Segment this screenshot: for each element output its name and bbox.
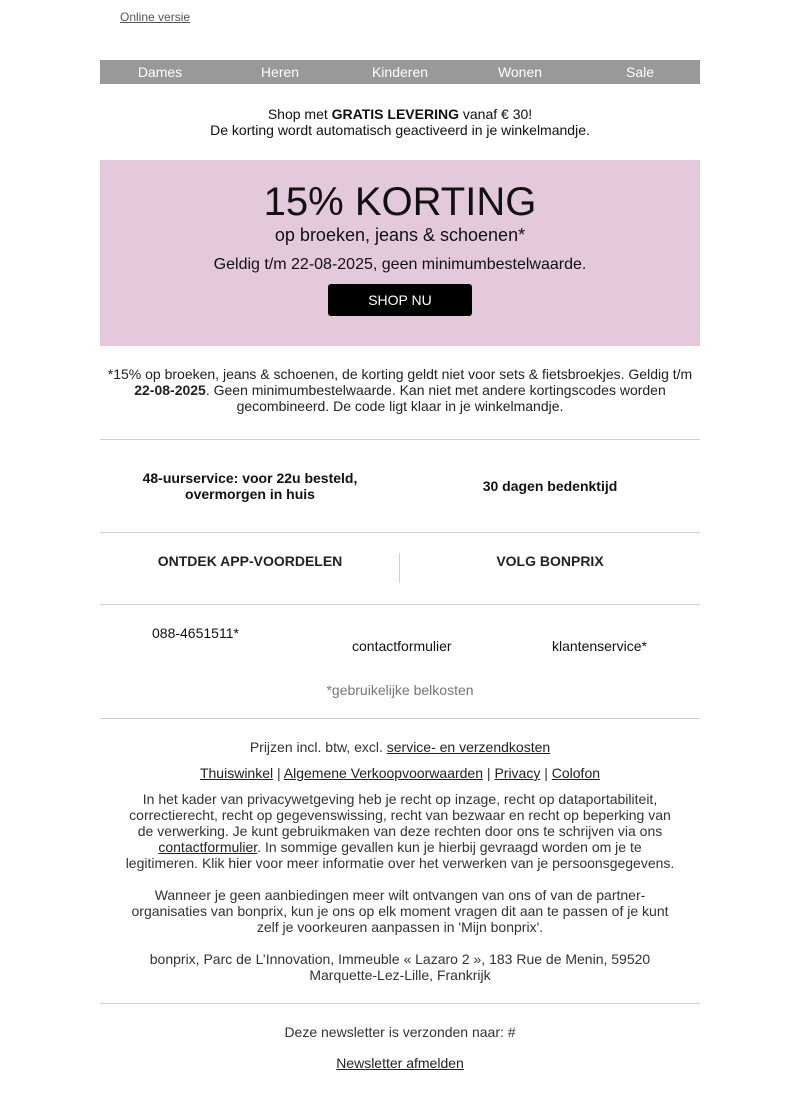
optout-paragraph: Wanneer je geen aanbiedingen meer wilt ontvangen van ons of van de partner-organisaties van bonprix, kun je ons op elk moment vragen dit aan te passen of je kunt zelf je voorkeuren aanpassen in 'Mijn bonprix'.	[131, 887, 669, 935]
legal-links	[100, 765, 700, 781]
follow-bonprix-link[interactable]: VOLG BONPRIX	[496, 553, 604, 569]
privacy-text: In het kader van privacywetgeving heb je recht op inzage, recht op dataportabiliteit, correctierecht, recht op gegevenswissing, recht van bezwaar en recht op beperking van de verwerking. Je kunt gebruikmaken van deze rechten door ons te schrijven via ons	[129, 791, 671, 839]
customer-service-link[interactable]: klantenservice*	[552, 638, 647, 654]
prices-text: Prijzen incl. btw, excl.	[249, 739, 387, 755]
shipping-promo-line2: De korting wordt automatisch geactiveerd in je winkelmandje.	[210, 122, 590, 138]
shipping-promo-line1	[100, 106, 700, 122]
privacy-paragraph	[122, 791, 678, 871]
colofon-link[interactable]: Colofon	[551, 765, 601, 781]
online-version-link[interactable]: Online versie	[120, 10, 191, 24]
usp-delivery	[125, 470, 375, 502]
discount-disclaimer	[100, 366, 700, 414]
privacy-text-mid: . In sommige gevallen kun je hierbij gevraagd worden om je te legitimeren. Klik	[125, 839, 642, 871]
discount-validity: Geldig t/m 22-08-2025, geen minimumbestelwaarde.	[213, 256, 587, 273]
privacy-link[interactable]: Privacy	[494, 765, 541, 781]
sent-to-note: Deze newsletter is verzonden naar: #	[284, 1024, 516, 1040]
privacy-here-link[interactable]: hier	[228, 855, 252, 871]
divider	[100, 439, 700, 440]
separator: |	[273, 765, 284, 781]
nav-item-dames[interactable]: Dames	[137, 64, 183, 80]
unsubscribe-row	[100, 1055, 700, 1071]
phone-link[interactable]: 088-4651511*	[152, 625, 239, 641]
separator: |	[483, 765, 495, 781]
prices-note	[100, 739, 700, 755]
terms-link[interactable]: Algemene Verkoopvoorwaarden	[283, 765, 484, 781]
disclaimer-date: 22-08-2025	[134, 382, 206, 398]
shipping-promo	[100, 106, 700, 138]
nav-item-sale[interactable]: Sale	[625, 64, 655, 80]
discount-headline: 15% KORTING	[263, 180, 537, 224]
promo-text-end: vanaf € 30!	[458, 106, 533, 122]
usp-return: 30 dagen bedenktijd	[482, 478, 618, 494]
shop-now-button[interactable]: SHOP NU	[328, 284, 472, 316]
discount-banner	[100, 160, 700, 346]
service-costs-link[interactable]: service- en verzendkosten	[386, 739, 551, 755]
usp-delivery-line2: overmorgen in huis	[185, 486, 315, 502]
disclaimer-text-end: . Geen minimumbestelwaarde. Kan niet met andere kortingscodes worden gecombineerd. De code ligt klaar in je winkelmandje.	[205, 382, 666, 414]
call-cost-note: *gebruikelijke belkosten	[326, 682, 474, 698]
privacy-contactform-link[interactable]: contactformulier	[158, 839, 258, 855]
divider	[100, 1003, 700, 1004]
company-address: bonprix, Parc de L’Innovation, Immeuble « Lazaro 2 », 183 Rue de Menin, 59520 Marquette-Lez-Lille, Frankrijk	[149, 951, 651, 983]
divider	[100, 604, 700, 605]
usp-delivery-line1: 48-uurservice: voor 22u besteld,	[142, 470, 358, 486]
main-navigation	[100, 60, 700, 84]
divider	[100, 532, 700, 533]
divider	[100, 718, 700, 719]
nav-item-kinderen[interactable]: Kinderen	[371, 64, 429, 80]
privacy-text-end: voor meer informatie over het verwerken van je persoonsgegevens.	[251, 855, 675, 871]
separator: |	[540, 765, 552, 781]
discount-subline: op broeken, jeans & schoenen*	[274, 225, 526, 245]
thuiswinkel-link[interactable]: Thuiswinkel	[199, 765, 274, 781]
nav-item-heren[interactable]: Heren	[260, 64, 300, 80]
promo-bold: GRATIS LEVERING	[331, 106, 459, 122]
nav-item-wonen[interactable]: Wonen	[497, 64, 543, 80]
contact-form-link[interactable]: contactformulier	[352, 638, 452, 654]
promo-text: Shop met	[267, 106, 332, 122]
unsubscribe-link[interactable]: Newsletter afmelden	[336, 1055, 464, 1071]
disclaimer-text: *15% op broeken, jeans & schoenen, de korting geldt niet voor sets & fietsbroekjes. Geldig t/m	[107, 366, 693, 382]
app-benefits-link[interactable]: ONTDEK APP-VOORDELEN	[157, 553, 343, 569]
